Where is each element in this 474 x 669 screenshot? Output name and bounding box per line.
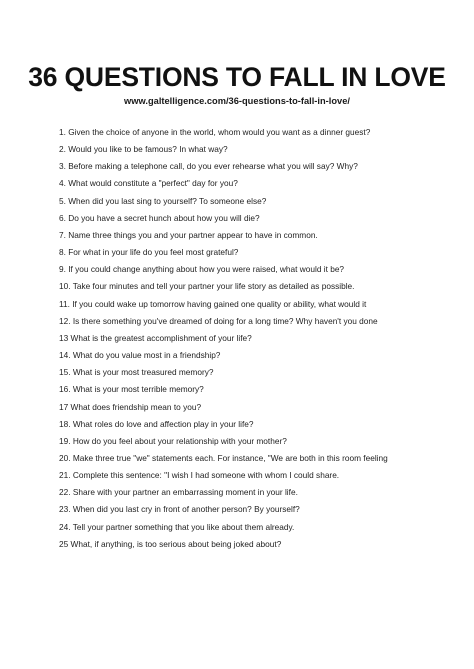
question-item: 12. Is there something you've dreamed of doing for a long time? Why haven't you done xyxy=(59,315,378,326)
question-item: 25 What, if anything, is too serious about being joked about? xyxy=(59,538,282,549)
question-item: 24. Tell your partner something that you like about them already. xyxy=(59,521,295,532)
question-item: 13 What is the greatest accomplishment of your life? xyxy=(59,332,252,343)
questions-list xyxy=(59,124,454,553)
question-item: 3. Before making a telephone call, do you ever rehearse what you will say? Why? xyxy=(59,161,358,172)
question-item: 19. How do you feel about your relationship with your mother? xyxy=(59,435,287,446)
question-item: 7. Name three things you and your partner appear to have in common. xyxy=(59,229,318,240)
question-item: 6. Do you have a secret hunch about how you will die? xyxy=(59,212,260,223)
question-item: 8. For what in your life do you feel most grateful? xyxy=(59,247,239,258)
question-item: 14. What do you value most in a friendship? xyxy=(59,350,221,361)
question-item: 2. Would you like to be famous? In what way? xyxy=(59,144,228,155)
question-item: 21. Complete this sentence: "I wish I had someone with whom I could share. xyxy=(59,470,340,481)
question-item: 22. Share with your partner an embarrassing moment in your life. xyxy=(59,487,298,498)
question-item: 1. Given the choice of anyone in the world, whom would you want as a dinner guest? xyxy=(59,127,371,137)
question-item: 15. What is your most treasured memory? xyxy=(59,367,214,378)
question-item: 4. What would constitute a "perfect" day for you? xyxy=(59,178,238,189)
page-title: 36 QUESTIONS TO FALL IN LOVE xyxy=(28,62,446,92)
question-item: 23. When did you last cry in front of another person? By yourself? xyxy=(59,504,300,515)
question-item: 18. What roles do love and affection play in your life? xyxy=(59,418,254,429)
question-item: 17 What does friendship mean to you? xyxy=(59,401,202,412)
question-item: 9. If you could change anything about how you were raised, what would it be? xyxy=(59,264,345,275)
question-item: 11. If you could wake up tomorrow having gained one quality or ability, what would it xyxy=(59,298,367,309)
question-item: 16. What is your most terrible memory? xyxy=(59,384,204,395)
question-item: 20. Make three true "we" statements each. For instance, "We are both in this room feeling xyxy=(59,452,388,463)
question-item: 10. Take four minutes and tell your partner your life story as detailed as possible. xyxy=(59,281,355,292)
question-item: 5. When did you last sing to yourself? To someone else? xyxy=(59,195,267,206)
source-url: www.galtelligence.com/36-questions-to-fall-in-love/ xyxy=(124,96,350,106)
